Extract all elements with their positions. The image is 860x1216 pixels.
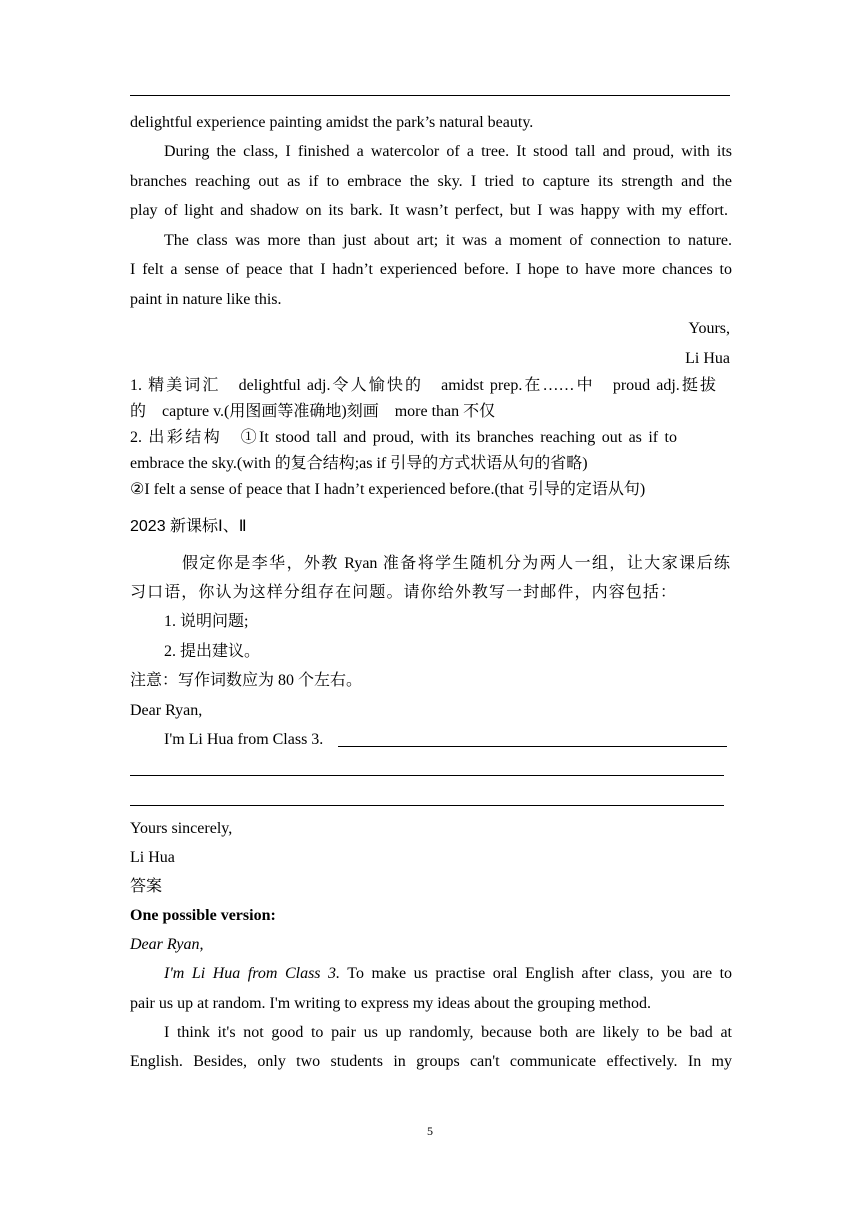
task-item: 2. 提出建议。 bbox=[164, 643, 261, 660]
task-item: 1. 说明问题; bbox=[164, 613, 249, 630]
note-line: 1. 精美词汇 delightful adj.令人愉快的 amidst prep.在……中 proud adj.挺拔 bbox=[130, 377, 716, 394]
answer-line bbox=[164, 964, 732, 984]
answer-opening-rest: To make us practise oral English after class, you are to bbox=[340, 965, 733, 982]
answer-line: I think it's not good to pair us up randomly, because both are likely to be bad at bbox=[164, 1024, 732, 1041]
task-opening bbox=[164, 730, 323, 750]
task-opening-text: I'm Li Hua from Class 3. bbox=[164, 731, 324, 748]
answer-greeting: Dear Ryan, bbox=[130, 936, 204, 953]
answer-line: English. Besides, only two students in groups can't communicate effectively. In my bbox=[130, 1053, 732, 1070]
task-prompt-line: 习口语，你认为这样分组存在问题。请你给外教写一封邮件，内容包括： bbox=[130, 584, 676, 601]
answer-opening-italic: I'm Li Hua from Class 3. bbox=[164, 965, 341, 982]
answer-label: 答案 bbox=[130, 878, 163, 895]
essay-line: paint in nature like this. bbox=[130, 291, 282, 308]
answer-line: pair us up at random. I'm writing to express my ideas about the grouping method. bbox=[130, 995, 652, 1012]
task-note: 注意：写作词数应为 80 个左右。 bbox=[130, 672, 363, 689]
note-line: ②I felt a sense of peace that I hadn’t experienced before.(that 引导的定语从句) bbox=[130, 481, 646, 498]
essay-line: delightful experience painting amidst the park’s natural beauty. bbox=[130, 114, 534, 131]
essay-signature: Li Hua bbox=[685, 350, 730, 367]
answer-blank-line bbox=[338, 746, 727, 747]
essay-line: play of light and shadow on its bark. It wasn’t perfect, but I was happy with my effort. bbox=[130, 202, 728, 219]
note-line: 2. 出彩结构 ①It stood tall and proud, with its branches reaching out as if to bbox=[130, 429, 677, 446]
task-signature: Li Hua bbox=[130, 849, 175, 866]
essay-line: During the class, I finished a watercolor of a tree. It stood tall and proud, with its bbox=[164, 143, 732, 160]
header-rule bbox=[130, 95, 730, 96]
task-greeting: Dear Ryan, bbox=[130, 702, 203, 719]
task-prompt-line: 假定你是李华，外教 Ryan 准备将学生随机分为两人一组，让大家课后练 bbox=[182, 555, 730, 572]
essay-line: I felt a sense of peace that I hadn’t experienced before. I hope to have more chances to bbox=[130, 261, 732, 278]
note-line: 的 capture v.(用图画等准确地)刻画 more than 不仅 bbox=[130, 403, 496, 420]
essay-line: branches reaching out as if to embrace the sky. I tried to capture its strength and the bbox=[130, 173, 732, 190]
essay-line: The class was more than just about art; it was a moment of connection to nature. bbox=[164, 232, 732, 249]
task-closing: Yours sincerely, bbox=[130, 820, 233, 837]
version-label: One possible version: bbox=[130, 907, 276, 924]
answer-blank-line bbox=[130, 775, 724, 776]
essay-closing: Yours, bbox=[688, 320, 730, 337]
answer-blank-line bbox=[130, 805, 724, 806]
note-line: embrace the sky.(with 的复合结构;as if 引导的方式状语从句的省略) bbox=[130, 455, 588, 472]
task-heading: 2023 新课标Ⅰ、Ⅱ bbox=[130, 518, 247, 535]
page-number: 5 bbox=[427, 1124, 433, 1138]
